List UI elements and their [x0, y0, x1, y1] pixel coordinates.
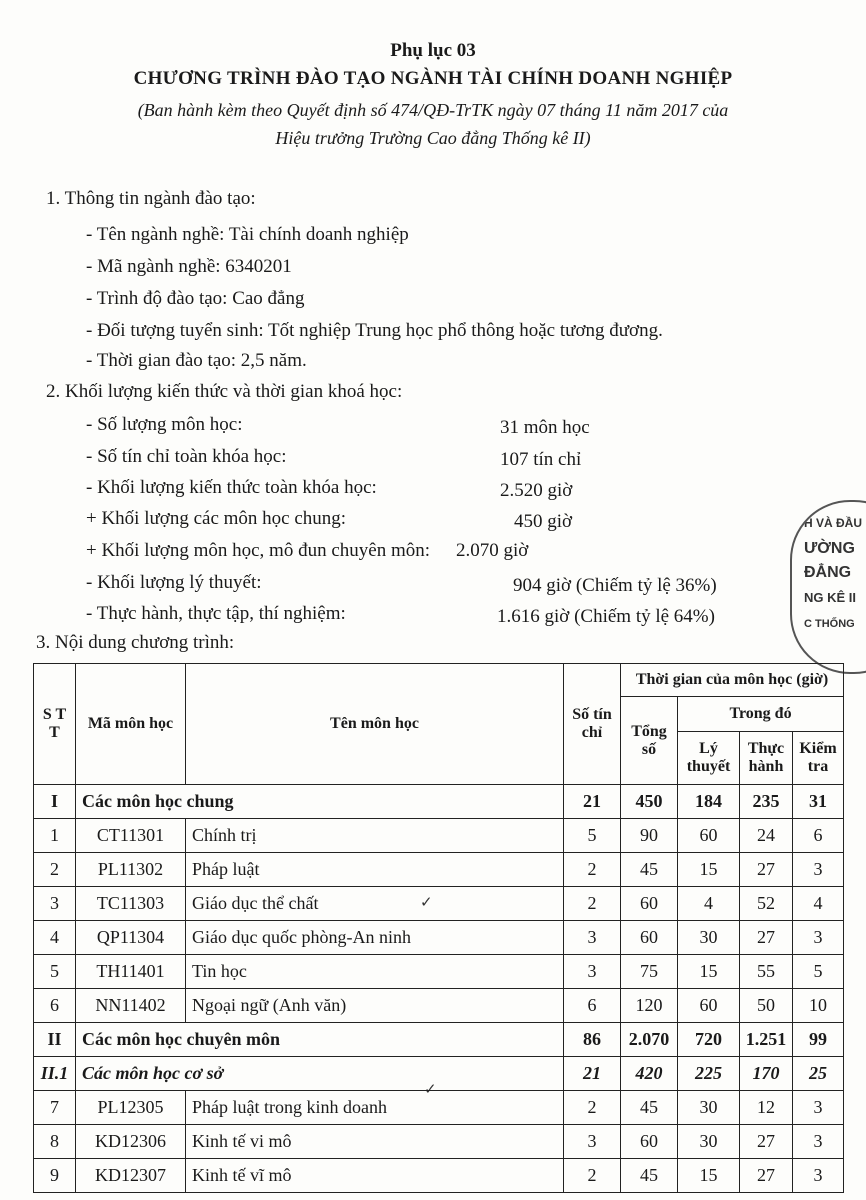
practice-cell: 27 [740, 853, 793, 887]
stt-cell: II.1 [34, 1057, 76, 1091]
credits-cell: 3 [564, 955, 621, 989]
theory-cell: 30 [678, 921, 740, 955]
total-cell: 450 [621, 785, 678, 819]
theory-cell: 4 [678, 887, 740, 921]
code-cell: NN11402 [76, 989, 186, 1023]
code-cell: PL12305 [76, 1091, 186, 1125]
table-row [34, 1023, 844, 1057]
practice-cell: 27 [740, 1159, 793, 1193]
header-name: Tên môn học [186, 664, 564, 785]
practice-cell: 27 [740, 921, 793, 955]
stt-cell: 1 [34, 819, 76, 853]
credits-cell: 5 [564, 819, 621, 853]
theory-cell: 225 [678, 1057, 740, 1091]
section2-value: 2.520 giờ [500, 480, 573, 501]
exam-cell: 3 [793, 1091, 844, 1125]
credits-cell: 3 [564, 921, 621, 955]
name-cell: Các môn học chung [76, 785, 564, 819]
stt-cell: 8 [34, 1125, 76, 1159]
name-cell: Pháp luật [186, 853, 564, 887]
decree-line-2: Hiệu trưởng Trường Cao đẳng Thống kê II) [275, 128, 591, 148]
section2-value: 450 giờ [514, 511, 573, 532]
credits-cell: 86 [564, 1023, 621, 1057]
exam-cell: 4 [793, 887, 844, 921]
header-of-which: Trong đó [678, 697, 844, 732]
theory-cell: 15 [678, 955, 740, 989]
code-cell: QP11304 [76, 921, 186, 955]
total-cell: 420 [621, 1057, 678, 1091]
table-row [34, 819, 844, 853]
name-cell: Tin học [186, 955, 564, 989]
practice-cell: 24 [740, 819, 793, 853]
name-cell: Pháp luật trong kinh doanh [186, 1091, 564, 1125]
section2-label: - Số tín chỉ toàn khóa học: [86, 446, 287, 467]
name-cell: Chính trị [186, 819, 564, 853]
appendix-label: Phụ lục 03 [390, 40, 476, 61]
total-cell: 45 [621, 1159, 678, 1193]
code-cell: TH11401 [76, 955, 186, 989]
credits-cell: 21 [564, 1057, 621, 1091]
header-time: Thời gian của môn học (giờ) [621, 664, 844, 697]
section2-value: 107 tín chỉ [500, 449, 582, 470]
total-cell: 45 [621, 853, 678, 887]
table-row [34, 853, 844, 887]
section1-item: - Trình độ đào tạo: Cao đẳng [86, 288, 305, 309]
header-credits: Số tín chỉ [564, 664, 621, 785]
practice-cell: 12 [740, 1091, 793, 1125]
section2-heading: 2. Khối lượng kiến thức và thời gian khoá học: [46, 381, 403, 402]
stt-cell: 6 [34, 989, 76, 1023]
theory-cell: 30 [678, 1125, 740, 1159]
code-cell: TC11303 [76, 887, 186, 921]
total-cell: 60 [621, 921, 678, 955]
practice-cell: 170 [740, 1057, 793, 1091]
decree-line-1: (Ban hành kèm theo Quyết định số 474/QĐ-TrTK ngày 07 tháng 11 năm 2017 của [137, 100, 729, 120]
practice-cell: 235 [740, 785, 793, 819]
credits-cell: 6 [564, 989, 621, 1023]
section2-label: - Số lượng môn học: [86, 414, 243, 435]
section3-heading: 3. Nội dung chương trình: [36, 632, 235, 653]
header-total: Tổng số [621, 697, 678, 785]
stt-cell: 3 [34, 887, 76, 921]
theory-cell: 15 [678, 1159, 740, 1193]
exam-cell: 3 [793, 1125, 844, 1159]
table-row [34, 1125, 844, 1159]
code-cell: PL11302 [76, 853, 186, 887]
stt-cell: 9 [34, 1159, 76, 1193]
exam-cell: 10 [793, 989, 844, 1023]
section2-label: - Khối lượng lý thuyết: [86, 572, 262, 593]
name-cell: Ngoại ngữ (Anh văn) [186, 989, 564, 1023]
section2-value: 31 môn học [500, 417, 590, 438]
credits-cell: 2 [564, 1091, 621, 1125]
section2-label: - Thực hành, thực tập, thí nghiệm: [86, 603, 346, 624]
theory-cell: 60 [678, 989, 740, 1023]
section1-heading: 1. Thông tin ngành đào tạo: [46, 188, 256, 209]
table-row [34, 921, 844, 955]
header-code: Mã môn học [76, 664, 186, 785]
code-cell: KD12306 [76, 1125, 186, 1159]
section2-label: + Khối lượng môn học, mô đun chuyên môn: [86, 540, 431, 561]
practice-cell: 52 [740, 887, 793, 921]
table-row [34, 1159, 844, 1193]
header-practice: Thực hành [740, 732, 793, 785]
total-cell: 75 [621, 955, 678, 989]
name-cell: Các môn học chuyên môn [76, 1023, 564, 1057]
stt-cell: I [34, 785, 76, 819]
name-cell: Các môn học cơ sở [76, 1057, 564, 1091]
code-cell: CT11301 [76, 819, 186, 853]
credits-cell: 2 [564, 1159, 621, 1193]
section1-item: - Mã ngành nghề: 6340201 [86, 256, 292, 277]
header-theory: Lý thuyết [678, 732, 740, 785]
exam-cell: 99 [793, 1023, 844, 1057]
practice-cell: 27 [740, 1125, 793, 1159]
section1-item: - Đối tượng tuyển sinh: Tốt nghiệp Trung học phổ thông hoặc tương đương. [86, 320, 663, 341]
table-row [34, 989, 844, 1023]
code-cell: KD12307 [76, 1159, 186, 1193]
exam-cell: 3 [793, 853, 844, 887]
name-cell: Kinh tế vi mô [186, 1125, 564, 1159]
section2-label: + Khối lượng các môn học chung: [86, 508, 347, 529]
stt-cell: 4 [34, 921, 76, 955]
exam-cell: 3 [793, 1159, 844, 1193]
school-stamp: H VÀ ĐẦU ƯỜNG ĐẲNG NG KÊ II C THỐNG [790, 500, 866, 674]
exam-cell: 31 [793, 785, 844, 819]
total-cell: 120 [621, 989, 678, 1023]
credits-cell: 3 [564, 1125, 621, 1159]
name-cell: Giáo dục thể chất [186, 887, 564, 921]
section2-label: - Khối lượng kiến thức toàn khóa học: [86, 477, 377, 498]
total-cell: 60 [621, 1125, 678, 1159]
table-row [34, 887, 844, 921]
total-cell: 60 [621, 887, 678, 921]
table-row [34, 955, 844, 989]
theory-cell: 30 [678, 1091, 740, 1125]
section2-value: 904 giờ (Chiếm tỷ lệ 36%) [513, 575, 717, 596]
name-cell: Kinh tế vĩ mô [186, 1159, 564, 1193]
name-cell: Giáo dục quốc phòng-An ninh [186, 921, 564, 955]
section1-item: - Tên ngành nghề: Tài chính doanh nghiệp [86, 224, 409, 245]
section2-value: 1.616 giờ (Chiếm tỷ lệ 64%) [497, 606, 715, 627]
section1-item: - Thời gian đào tạo: 2,5 năm. [86, 350, 307, 371]
theory-cell: 720 [678, 1023, 740, 1057]
exam-cell: 25 [793, 1057, 844, 1091]
credits-cell: 2 [564, 853, 621, 887]
section2-value: 2.070 giờ [456, 540, 529, 561]
credits-cell: 21 [564, 785, 621, 819]
program-title: CHƯƠNG TRÌNH ĐÀO TẠO NGÀNH TÀI CHÍNH DOANH NGHIỆP [133, 68, 733, 89]
theory-cell: 184 [678, 785, 740, 819]
header-exam: Kiểm tra [793, 732, 844, 785]
table-row [34, 1091, 844, 1125]
total-cell: 45 [621, 1091, 678, 1125]
practice-cell: 1.251 [740, 1023, 793, 1057]
stt-cell: 7 [34, 1091, 76, 1125]
practice-cell: 55 [740, 955, 793, 989]
exam-cell: 6 [793, 819, 844, 853]
checkmark-icon: ✓ [424, 1082, 437, 1098]
table-row [34, 785, 844, 819]
practice-cell: 50 [740, 989, 793, 1023]
exam-cell: 3 [793, 921, 844, 955]
theory-cell: 15 [678, 853, 740, 887]
total-cell: 2.070 [621, 1023, 678, 1057]
table-row [34, 1057, 844, 1091]
credits-cell: 2 [564, 887, 621, 921]
stt-cell: II [34, 1023, 76, 1057]
header-stt: S T T [34, 664, 76, 785]
theory-cell: 60 [678, 819, 740, 853]
stt-cell: 2 [34, 853, 76, 887]
stt-cell: 5 [34, 955, 76, 989]
exam-cell: 5 [793, 955, 844, 989]
checkmark-icon: ✓ [420, 895, 433, 911]
program-table [33, 663, 844, 1193]
total-cell: 90 [621, 819, 678, 853]
